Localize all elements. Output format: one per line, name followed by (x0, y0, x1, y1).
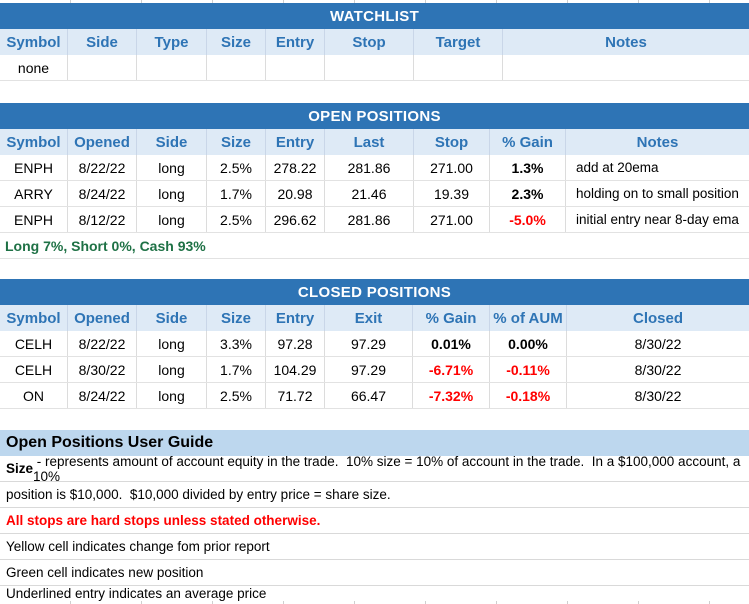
cell-entry[interactable]: 104.29 (266, 357, 325, 382)
cell-entry[interactable]: 97.28 (266, 331, 325, 356)
open-position-row (0, 207, 749, 233)
cell-opened[interactable]: 8/24/22 (68, 181, 137, 206)
user-guide-line[interactable] (0, 482, 749, 508)
cell-type[interactable] (137, 55, 207, 80)
header-cell-stop[interactable]: Stop (325, 29, 414, 55)
cell-opened[interactable]: 8/24/22 (68, 383, 137, 408)
cell-side[interactable]: long (137, 331, 207, 356)
header-cell-size[interactable]: Size (207, 305, 266, 331)
cell-symbol[interactable]: ENPH (0, 155, 68, 180)
header-cell-of-aum[interactable]: % of AUM (490, 305, 567, 331)
header-cell-entry[interactable]: Entry (266, 29, 325, 55)
user-guide-line[interactable] (0, 586, 749, 601)
cell-side[interactable]: long (137, 181, 207, 206)
cell-size[interactable]: 1.7% (207, 357, 266, 382)
user-guide-body (0, 453, 749, 601)
cell-entry[interactable] (266, 55, 325, 80)
cell-notes[interactable] (503, 55, 749, 80)
cell-stop[interactable]: 271.00 (414, 155, 490, 180)
user-guide-line[interactable] (0, 534, 749, 560)
cell-size[interactable]: 2.5% (207, 207, 266, 232)
cell-size[interactable] (207, 55, 266, 80)
open-position-row (0, 181, 749, 207)
cell-notes[interactable]: holding on to small position (576, 186, 739, 201)
closed-positions-header-row (0, 305, 749, 331)
cell-symbol[interactable]: ON (0, 383, 68, 408)
cell-size[interactable]: 3.3% (207, 331, 266, 356)
open-positions-table (0, 103, 749, 259)
cell-opened[interactable]: 8/12/22 (68, 207, 137, 232)
header-cell-closed[interactable]: Closed (632, 309, 683, 327)
header-cell-type[interactable]: Type (137, 29, 207, 55)
header-cell-opened[interactable]: Opened (68, 305, 137, 331)
watchlist-header-row (0, 29, 749, 55)
cell-side[interactable]: long (137, 357, 207, 382)
header-cell-gain[interactable]: % Gain (413, 305, 490, 331)
header-cell-size[interactable]: Size (207, 129, 266, 155)
open-positions-header-row (0, 129, 749, 155)
cell-closed[interactable]: 8/30/22 (634, 387, 682, 404)
cell-gain[interactable]: -7.32% (413, 383, 490, 408)
guide-text: All stops are hard stops unless stated otherwise. (6, 513, 321, 528)
cell-gain[interactable]: 2.3% (490, 181, 566, 206)
header-cell-entry[interactable]: Entry (266, 305, 325, 331)
header-cell-opened[interactable]: Opened (68, 129, 137, 155)
cell-entry[interactable]: 20.98 (266, 181, 325, 206)
header-cell-side[interactable]: Side (137, 305, 207, 331)
cell-last[interactable]: 281.86 (325, 155, 414, 180)
closed-position-row (0, 331, 749, 357)
header-cell-side[interactable]: Side (68, 29, 137, 55)
header-cell-gain[interactable]: % Gain (490, 129, 566, 155)
exposure-summary[interactable]: Long 7%, Short 0%, Cash 93% (0, 233, 749, 259)
watchlist-title[interactable]: WATCHLIST (0, 3, 749, 29)
header-cell-exit[interactable]: Exit (325, 305, 413, 331)
cell-last[interactable]: 21.46 (325, 181, 414, 206)
guide-text: - represents amount of account equity in the trade. 10% size = 10% of account in the trade. In a $100,000 account, a 10% (33, 453, 745, 484)
cell-of-aum[interactable]: -0.11% (490, 357, 567, 382)
cell-gain[interactable]: 0.01% (413, 331, 490, 356)
cell-symbol[interactable]: ENPH (0, 207, 68, 232)
cell-entry[interactable]: 278.22 (266, 155, 325, 180)
cell-closed[interactable]: 8/30/22 (634, 361, 682, 378)
header-cell-stop[interactable]: Stop (414, 129, 490, 155)
cell-notes[interactable]: initial entry near 8-day ema (576, 212, 739, 227)
spacer (0, 409, 749, 430)
cell-of-aum[interactable]: 0.00% (490, 331, 567, 356)
cell-symbol[interactable]: CELH (0, 331, 68, 356)
header-cell-notes[interactable]: Notes (605, 33, 647, 51)
closed-position-row (0, 357, 749, 383)
spacer (0, 259, 749, 279)
watchlist-body (0, 55, 749, 81)
watchlist-table (0, 3, 749, 81)
header-cell-target[interactable]: Target (414, 29, 503, 55)
open-positions-body (0, 155, 749, 233)
cell-of-aum[interactable]: -0.18% (490, 383, 567, 408)
cell-entry[interactable]: 296.62 (266, 207, 325, 232)
open-position-row (0, 155, 749, 181)
header-cell-size[interactable]: Size (207, 29, 266, 55)
header-cell-symbol[interactable]: Symbol (0, 29, 68, 55)
guide-text: position is $10,000. $10,000 divided by entry price = share size. (6, 487, 391, 502)
cell-size[interactable]: 2.5% (207, 155, 266, 180)
header-cell-entry[interactable]: Entry (266, 129, 325, 155)
spacer (0, 81, 749, 103)
cell-opened[interactable]: 8/22/22 (68, 155, 137, 180)
cell-side[interactable]: long (137, 383, 207, 408)
cell-exit[interactable]: 66.47 (325, 383, 413, 408)
header-cell-side[interactable]: Side (137, 129, 207, 155)
guide-text: Green cell indicates new position (6, 565, 204, 580)
cell-size[interactable]: 1.7% (207, 181, 266, 206)
cell-stop[interactable] (325, 55, 414, 80)
cell-side[interactable]: long (137, 155, 207, 180)
cell-opened[interactable]: 8/30/22 (68, 357, 137, 382)
closed-positions-body (0, 331, 749, 409)
cell-gain[interactable]: -6.71% (413, 357, 490, 382)
cell-stop[interactable]: 271.00 (414, 207, 490, 232)
cell-closed[interactable]: 8/30/22 (634, 335, 682, 352)
cell-exit[interactable]: 97.29 (325, 357, 413, 382)
cell-gain[interactable]: -5.0% (490, 207, 566, 232)
cell-gain[interactable]: 1.3% (490, 155, 566, 180)
open-positions-title[interactable]: OPEN POSITIONS (0, 103, 749, 129)
cell-symbol[interactable]: ARRY (0, 181, 68, 206)
closed-positions-title[interactable]: CLOSED POSITIONS (0, 279, 749, 305)
user-guide-section (0, 430, 749, 601)
user-guide-line[interactable] (0, 508, 749, 534)
cell-size[interactable]: 2.5% (207, 383, 266, 408)
closed-position-row (0, 383, 749, 409)
user-guide-line[interactable] (0, 453, 749, 484)
user-guide-line[interactable] (0, 560, 749, 586)
guide-text: Underlined entry indicates an average price (6, 586, 267, 601)
header-cell-symbol[interactable]: Symbol (0, 305, 68, 331)
guide-term: Size (6, 461, 34, 476)
cell-exit[interactable]: 97.29 (325, 331, 413, 356)
cell-last[interactable]: 281.86 (325, 207, 414, 232)
cell-side[interactable] (68, 55, 137, 80)
cell-target[interactable] (414, 55, 503, 80)
guide-text: Yellow cell indicates change fom prior report (6, 539, 270, 554)
watchlist-row (0, 55, 749, 81)
cell-stop[interactable]: 19.39 (414, 181, 490, 206)
cell-entry[interactable]: 71.72 (266, 383, 325, 408)
cell-symbol[interactable]: CELH (0, 357, 68, 382)
cell-side[interactable]: long (137, 207, 207, 232)
cell-symbol[interactable]: none (0, 55, 68, 80)
cell-opened[interactable]: 8/22/22 (68, 331, 137, 356)
header-cell-last[interactable]: Last (325, 129, 414, 155)
header-cell-symbol[interactable]: Symbol (0, 129, 68, 155)
closed-positions-table (0, 279, 749, 409)
header-cell-notes[interactable]: Notes (636, 133, 679, 151)
user-guide-title: Open Positions User Guide (0, 430, 749, 456)
cell-notes[interactable]: add at 20ema (576, 160, 659, 175)
